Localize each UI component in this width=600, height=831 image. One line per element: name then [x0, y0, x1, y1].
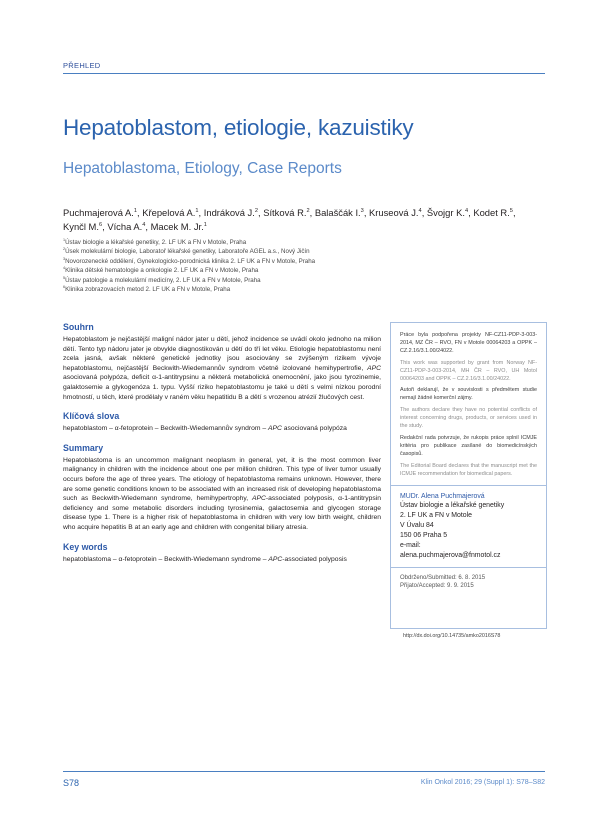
author-name: Vícha A.$^4$ — [107, 221, 146, 232]
contact-line: V Úvalu 84 — [400, 522, 434, 530]
icmje-statement-en: The Editorial Board declares that the manuscript met the ICMJE recommendation for biomedical papers. — [400, 462, 537, 477]
author-name: Indráková J.$^2$ — [203, 207, 258, 218]
accepted-date: Přijato/Accepted: 9. 9. 2015 — [400, 583, 474, 590]
summary-text: Hepatoblastoma is an uncommon malignant neoplasm in general, yet, it is the most common liver malignancy in children with the incidence about one per million children. This type of liver tumor usually occurs before the age of three years. The etiology of hepatoblastoma remains unknown. However, there are some genetic conditions known to be associated with an increased risk of developing hepatoblastoma such as Beckwith-Wiedemann syndrome, hemihypertrophy, APC-associated polyposis, α-1-antitrypsin deficiency and some metabolic disorders including tyrosinemia, galactosemia and glycogen storage disease type 1. There is a higher risk of hepatoblastoma in children with very low birth weight, children who acquire hepatitis B at an early age and children with congenital biliary atresia. — [63, 456, 382, 531]
contact-name: MUDr. Alena Puchmajerová — [400, 492, 485, 500]
affiliation-item: $^2$Úsek molekulární biologie, Laboratoř lékařské genetiky, Laboratoře AGEL a.s., Nový Jičín — [63, 247, 310, 256]
affiliation-item: $^3$Novorozenecké oddělení, Gynekologicko-porodnická klinika 2. LF UK a FN v Motole, Praha — [63, 256, 316, 265]
author-affiliation-mark: 1 — [203, 221, 207, 228]
klicova-slova-heading: Klíčová slova — [63, 411, 120, 422]
doi-link[interactable]: http://dx.doi.org/10.14735/amko2016S78 — [403, 633, 501, 639]
author-affiliation-mark: 5 — [509, 207, 513, 214]
affiliation-item: $^5$Ústav patologie a molekulární medicíny, 2. LF UK a FN v Motole, Praha — [63, 275, 261, 284]
author-affiliation-mark: 4 — [418, 207, 422, 214]
author-affiliation-mark: 1 — [133, 207, 138, 214]
support-statement-en: This work was supported by grant from Norway NF-CZ11-PDP-3-003-2014, MH ČR – RVO, UH Motol 00064203 and OPPK – CZ.2.16/3.1.00/24022. — [400, 359, 537, 382]
conflict-statement-cz: Autoři deklarují, že v souvislosti s předmětem studie nemají žádné komerční zájmy. — [400, 387, 537, 402]
author-affiliation-mark: 4 — [464, 207, 469, 214]
author-affiliation-mark: 4 — [142, 221, 146, 228]
abstract-column — [63, 322, 381, 564]
author-name: Macek M. Jr.$^1$ — [150, 221, 207, 232]
contact-block — [400, 492, 537, 561]
dates-block — [400, 574, 537, 591]
support-statement-cz: Práce byla podpořena projekty NF-CZ11-PDP-3-003-2014, MZ ČR – RVO, FN v Motole 00064203 a OPPK – CZ.2.16/3.1.00/24022. — [400, 332, 537, 354]
affiliation-item: $^4$Klinika dětské hematologie a onkologie 2. LF UK a FN v Motole, Praha — [63, 266, 259, 275]
summary-heading: Summary — [63, 442, 104, 453]
contact-line: 2. LF UK a FN v Motole — [400, 512, 472, 520]
author-affiliation-mark: 3 — [360, 207, 364, 214]
souhrn-heading: Souhrn — [63, 322, 94, 332]
author-name: Kynčl M.$^6$ — [63, 221, 103, 232]
author-name: Křepelová A.$^1$ — [142, 207, 199, 218]
contact-line: 150 06 Praha 5 — [400, 532, 448, 540]
contact-email-link[interactable]: alena.puchmajerova@fnmotol.cz — [400, 551, 501, 559]
affiliation-item: $^1$Ústav biologie a lékařské genetiky, 2. LF UK a FN v Motole, Praha — [63, 237, 247, 246]
sidebar-divider — [391, 485, 546, 486]
author-name: Kodet R.$^5$ — [473, 207, 513, 218]
contact-line: e-mail: — [400, 542, 421, 550]
top-divider — [63, 73, 545, 74]
author-name: Kruseová J.$^4$ — [369, 207, 422, 218]
author-affiliation-mark: 2 — [306, 207, 310, 214]
author-affiliation-mark: 2 — [254, 207, 258, 214]
author-affiliation-mark: 1 — [195, 207, 199, 214]
icmje-statement-cz: Redakční rada potvrzuje, že rukopis práce splnil ICMJE kritéria pro publikace zasílané do biomedicínských časopisů. — [400, 434, 537, 457]
author-name: Sítková R.$^2$ — [263, 207, 310, 218]
conflict-statement-en: The authors declare they have no potential conflicts of interest concerning drugs, products, or services used in the study. — [400, 407, 537, 430]
key-words-heading: Key words — [63, 541, 108, 552]
affiliation-list — [63, 238, 503, 294]
souhrn-text: Hepatoblastom je nejčastější maligní nádor jater u dětí, jehož incidence se uvádí okolo jednoho na milion dětí. Tento typ nádoru jater je obvykle diagnostikován u dětí do tří let věku. Etiologie hepatoblastomu není zcela jasná, avšak některé genetické jednotky jsou asociovány se zvýšeným rizikem vývoje hepatoblastomu, nejčastější Beckwith-Wiedemannův syndrom včetně izolované hemihypertrofie, APC asociovaná polypóza, deficit α-1-antitrypsinu a některá metabolická onemocnění, jako jsou tyrozinemie, galaktosemie a glykogenóza 1. typu. Vyšší riziko hepatoblastomu je také u dětí s velmi nízkou porodní hmotností, u těch, které prodělaly v raném věku hepatitidu B a dětí s vrozenou atrézií žlučových cest. — [63, 336, 381, 401]
affiliation-item: $^6$Klinika zobrazovacích metod 2. LF UK a FN v Motole, Praha — [63, 284, 231, 294]
author-name: Švojgr K.$^4$ — [426, 207, 469, 218]
author-affiliation-mark: 6 — [98, 221, 103, 228]
klicova-slova-text: hepatoblastom – α-fetoprotein – Beckwith-Wiedemannův syndrom – APC asociovaná polypóza — [63, 425, 347, 433]
contact-line: Ústav biologie a lékařské genetiky — [400, 502, 505, 510]
sidebar-divider — [391, 567, 546, 568]
author-name: Puchmajerová A.$^1$ — [63, 207, 138, 218]
info-sidebar — [390, 322, 547, 629]
author-list: Puchmajerová A.$^1$, Křepelová A.$^1$, Indráková J.$^2$, Sítková R.$^2$, Balaščák I.$^3$, Kruseová J.$^4$, Švojgr K.$^4$, Kodet R.$^5$, Kynčl M.$^6$, Vícha A.$^4$, Macek M. Jr.$^1$ — [63, 207, 516, 232]
author-name: Balaščák I.$^3$ — [314, 207, 364, 218]
section-label: PŘEHLED — [63, 61, 101, 70]
journal-citation: Klin Onkol 2016; 29 (Suppl 1): S78–S82 — [420, 779, 545, 786]
page-number: S78 — [63, 778, 80, 788]
article-title: Hepatoblastom, etiologie, kazuistiky — [63, 115, 414, 140]
key-words-text: hepatoblastoma – α-fetoprotein – Beckwith-Wiedemann syndrome – APC-associated polyposis — [63, 555, 347, 563]
bottom-divider — [63, 771, 545, 772]
article-subtitle: Hepatoblastoma, Etiology, Case Reports — [63, 160, 342, 177]
received-date: Obdrženo/Submitted: 6. 8. 2015 — [400, 574, 486, 581]
